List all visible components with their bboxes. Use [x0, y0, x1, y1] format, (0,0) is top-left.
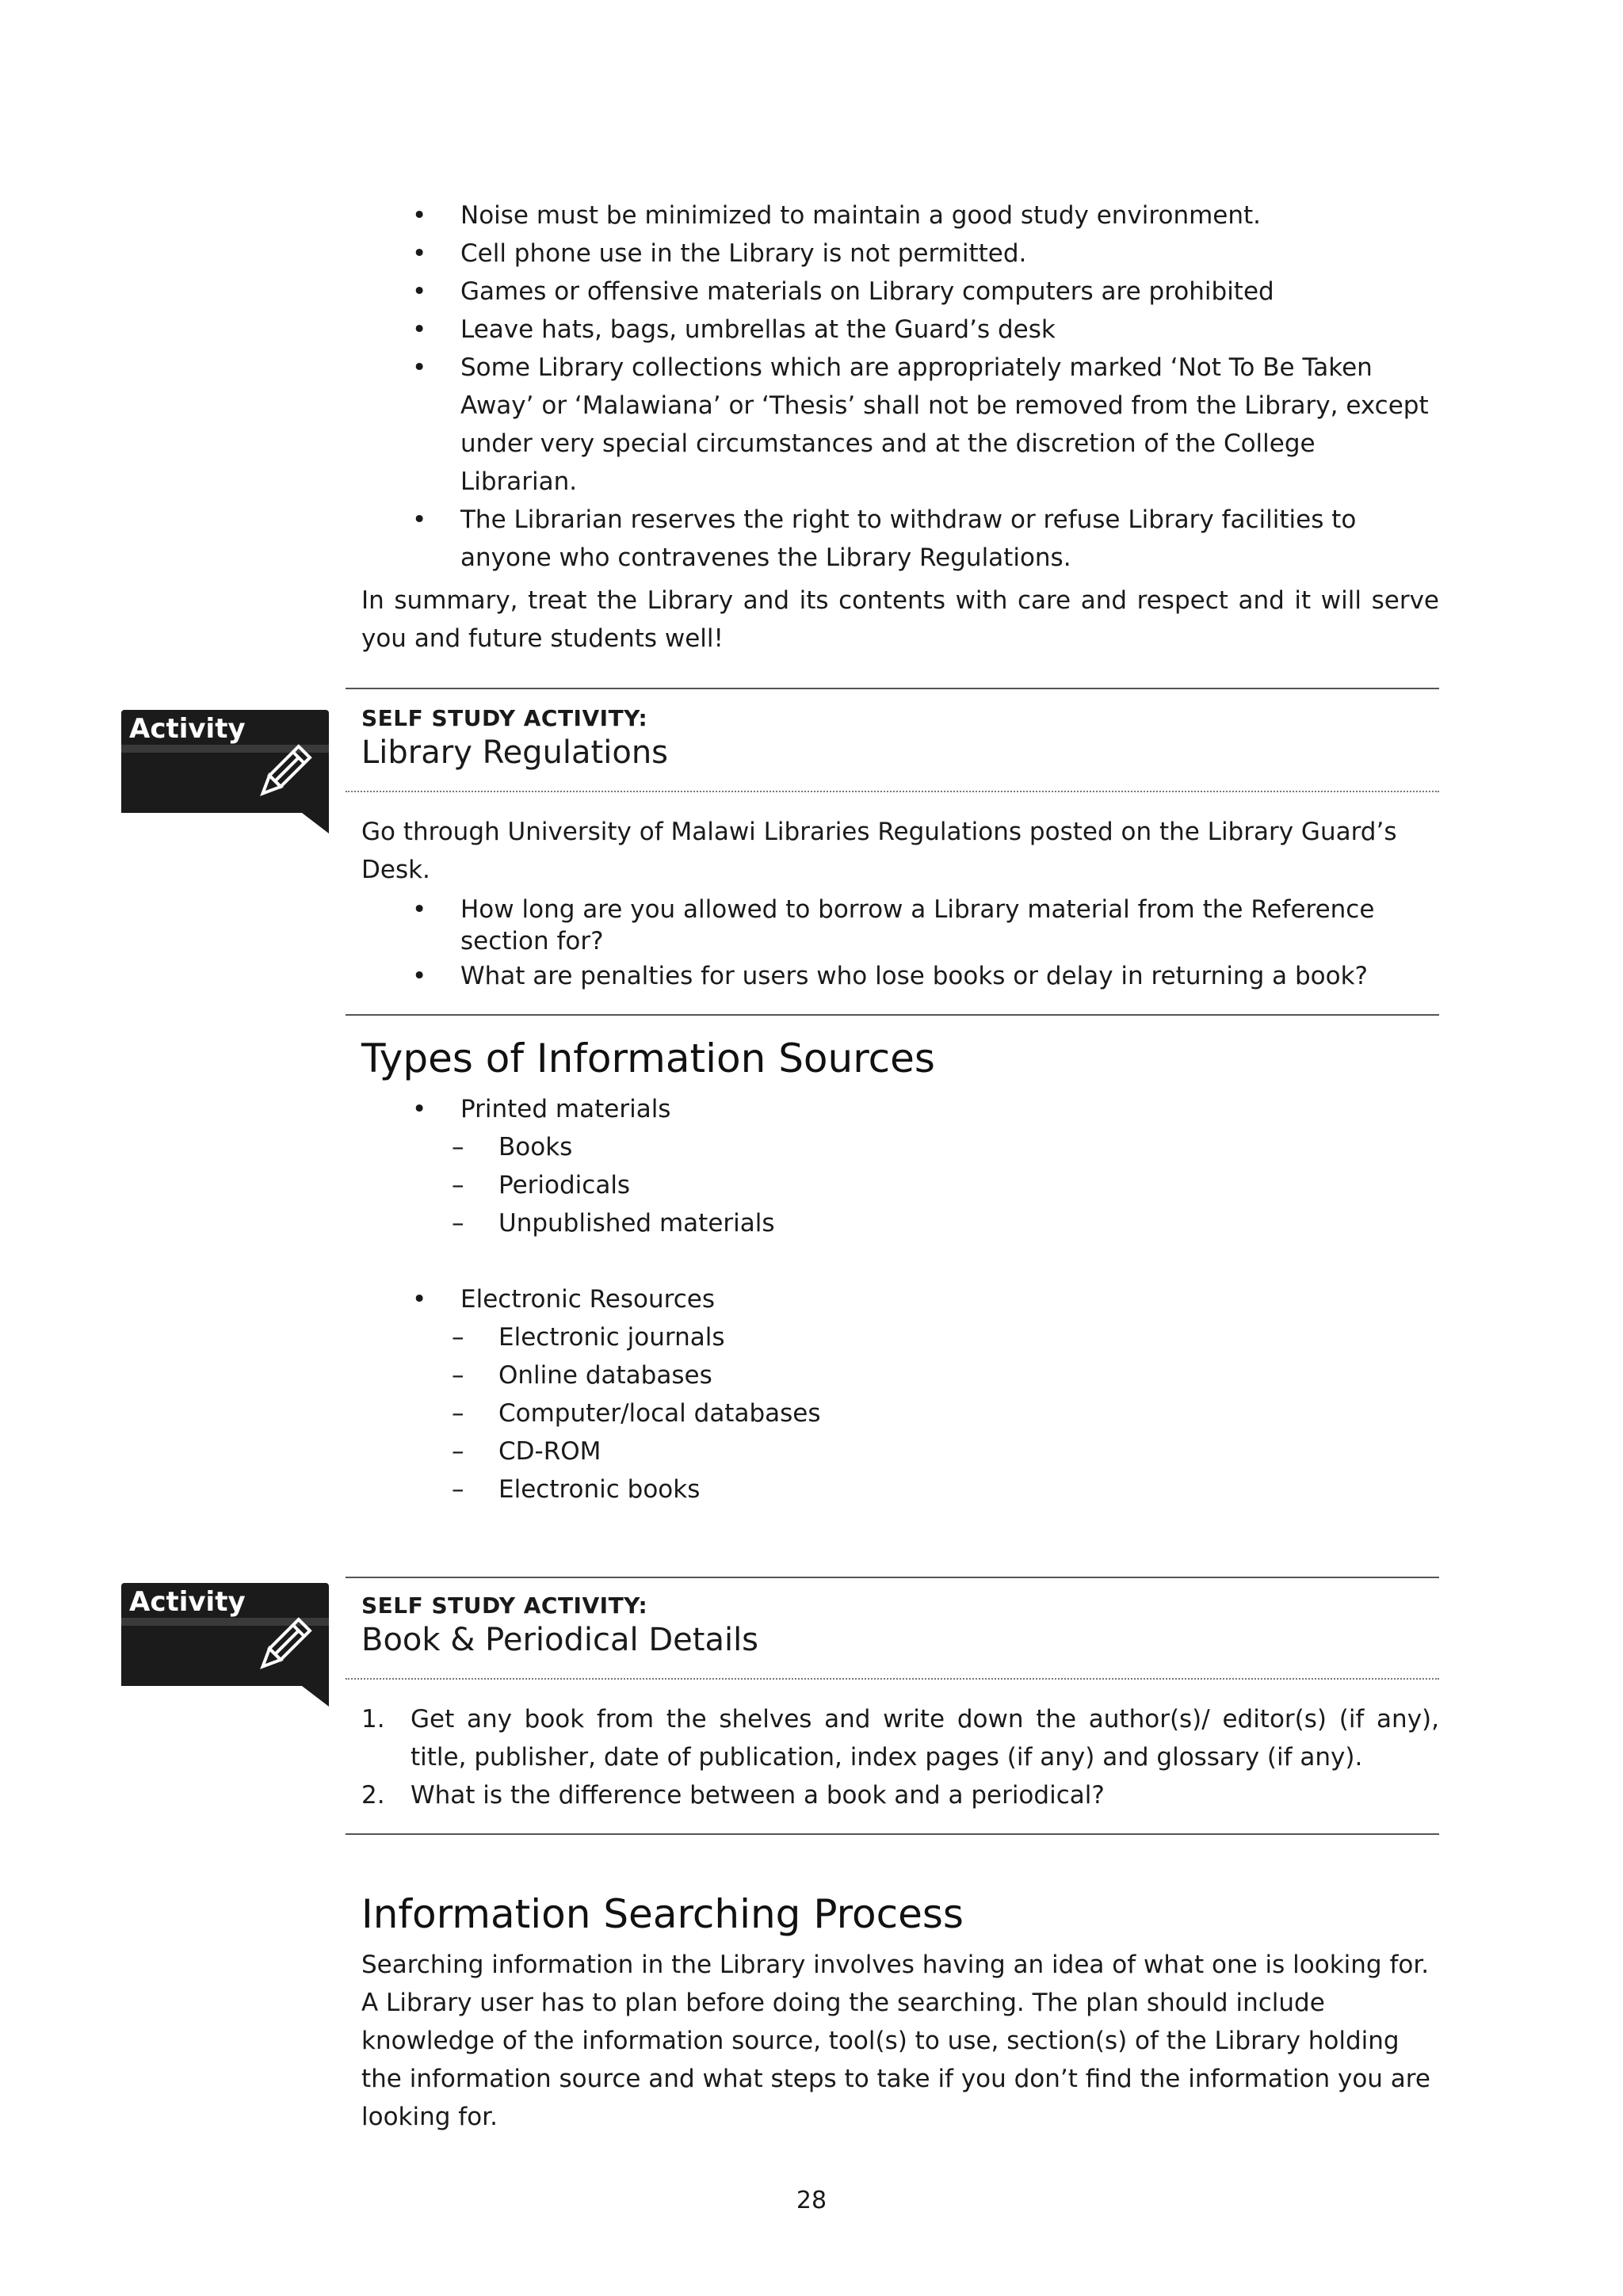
search-paragraph: Searching information in the Library involves having an idea of what one is looking for. A Library user has to plan before doing the searching. The plan should include knowledge of the information source, tool(s) to use, section(s) of the Library holding the information source and what steps to take if you don’t find the information you are looking for.: [361, 1951, 1430, 2131]
activity-title: Library Regulations: [361, 734, 669, 771]
list-item: – Unpublished materials: [361, 1204, 1439, 1242]
activity-kicker: SELF STUDY ACTIVITY:: [361, 1592, 648, 1619]
activity-intro: Go through University of Malawi Libraries Regulations posted on the Library Guard’s Desk.: [361, 818, 1397, 884]
activity-box-1: [346, 688, 1439, 1016]
activity-badge-label: Activity: [129, 713, 246, 745]
list-item: • Printed materials: [361, 1090, 1439, 1128]
list-item: • Cell phone use in the Library is not permitted.: [361, 235, 1439, 273]
list-item: • Noise must be minimized to maintain a good study environment.: [361, 196, 1439, 235]
activity-question-list: [361, 894, 1439, 995]
activity-kicker: SELF STUDY ACTIVITY:: [361, 705, 648, 731]
list-item: 2. What is the difference between a book and a periodical?: [361, 1781, 1105, 1810]
section-heading: Types of Information Sources: [361, 1035, 935, 1081]
activity-badge-label: Activity: [129, 1586, 246, 1618]
list-item: – Electronic journals: [361, 1318, 1439, 1356]
list-item: – Periodicals: [361, 1166, 1439, 1204]
list-item: – Computer/local databases: [361, 1394, 1439, 1432]
pencil-icon: [250, 1613, 316, 1680]
list-item: – CD-ROM: [361, 1432, 1439, 1470]
list-item: – Books: [361, 1128, 1439, 1166]
list-item: • Games or offensive materials on Library computers are prohibited: [361, 273, 1439, 311]
electronic-list: [361, 1280, 1439, 1318]
list-item: – Electronic books: [361, 1470, 1439, 1508]
activity-badge-1: [121, 710, 329, 813]
list-item: – Online databases: [361, 1356, 1439, 1394]
summary-paragraph: In summary, treat the Library and its contents with care and respect and it will serve you and future students well!: [361, 586, 1439, 653]
section-heading: Information Searching Process: [361, 1891, 964, 1937]
list-item: • Leave hats, bags, umbrellas at the Guard’s desk: [361, 311, 1439, 349]
list-item: • How long are you allowed to borrow a Library material from the Reference section for?: [361, 894, 1439, 957]
activity-badge-2: [121, 1583, 329, 1686]
printed-sublist: [361, 1128, 1439, 1242]
summary-section: [361, 582, 1439, 658]
printed-list: [361, 1090, 1439, 1128]
types-section: [361, 1033, 1439, 1508]
list-item: 1. Get any book from the shelves and write down the author(s)/ editor(s) (if any), title, publisher, date of publication, index pages (if any) and glossary (if any).: [361, 1705, 1439, 1772]
activity-title: Book & Periodical Details: [361, 1622, 759, 1658]
page-number: 28: [796, 2187, 827, 2214]
search-section: [361, 1889, 1439, 2136]
list-item: • Some Library collections which are appropriately marked ‘Not To Be Taken Away’ or ‘Malawiana’ or ‘Thesis’ shall not be removed from the Library, except under very special circumstances and at the discretion of the College Librarian.: [361, 349, 1439, 501]
pencil-icon: [250, 740, 316, 807]
list-item: • Electronic Resources: [361, 1280, 1439, 1318]
regulations-section: [361, 196, 1439, 577]
list-item: • What are penalties for users who lose books or delay in returning a book?: [361, 957, 1439, 995]
activity-box-2: [346, 1577, 1439, 1835]
activity-numbered-list: [361, 1700, 1439, 1814]
regulations-list: [361, 196, 1439, 577]
electronic-sublist: [361, 1318, 1439, 1508]
list-item: • The Librarian reserves the right to withdraw or refuse Library facilities to anyone who contravenes the Library Regulations.: [361, 501, 1439, 577]
